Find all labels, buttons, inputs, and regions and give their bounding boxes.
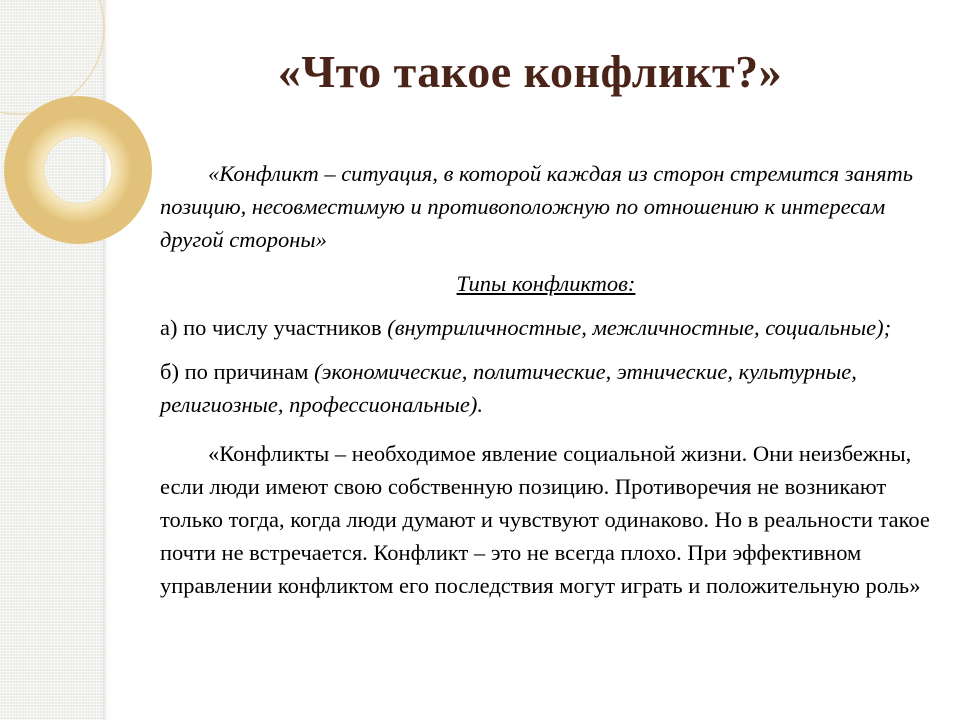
type-examples: (внутриличностные, межличностные, социальные); [387, 315, 892, 340]
decorative-rings [0, 0, 160, 260]
type-item-participants [160, 311, 932, 344]
gold-ring-inner-edge [44, 136, 112, 204]
slide-content [160, 157, 932, 602]
type-examples: (экономические, политические, этнические, культурные, религиозные, профессиональные). [160, 359, 857, 417]
slide-title: «Что такое конфликт?» [277, 46, 783, 97]
type-label: б) по причинам [160, 359, 315, 384]
type-label: а) по числу участников [160, 315, 388, 340]
conflict-quote: «Конфликты – необходимое явление социальной жизни. Они неизбежны, если люди имеют свою собственную позицию. Противоречия не возникают только тогда, когда люди думают и чувствуют одинаково. Но в реальности такое почти не встречается. Конфликт – это не всегда плохо. При эффективном управлении конфликтом его последствия могут играть и положительную роль» [160, 441, 930, 598]
type-item-causes [160, 355, 932, 421]
gold-ring [24, 116, 132, 224]
conflict-definition: «Конфликт – ситуация, в которой каждая из сторон стремится занять позицию, несовместимую и противоположную по отношению к интересам другой стороны» [160, 161, 914, 252]
types-heading: Типы конфликтов: [456, 271, 636, 296]
